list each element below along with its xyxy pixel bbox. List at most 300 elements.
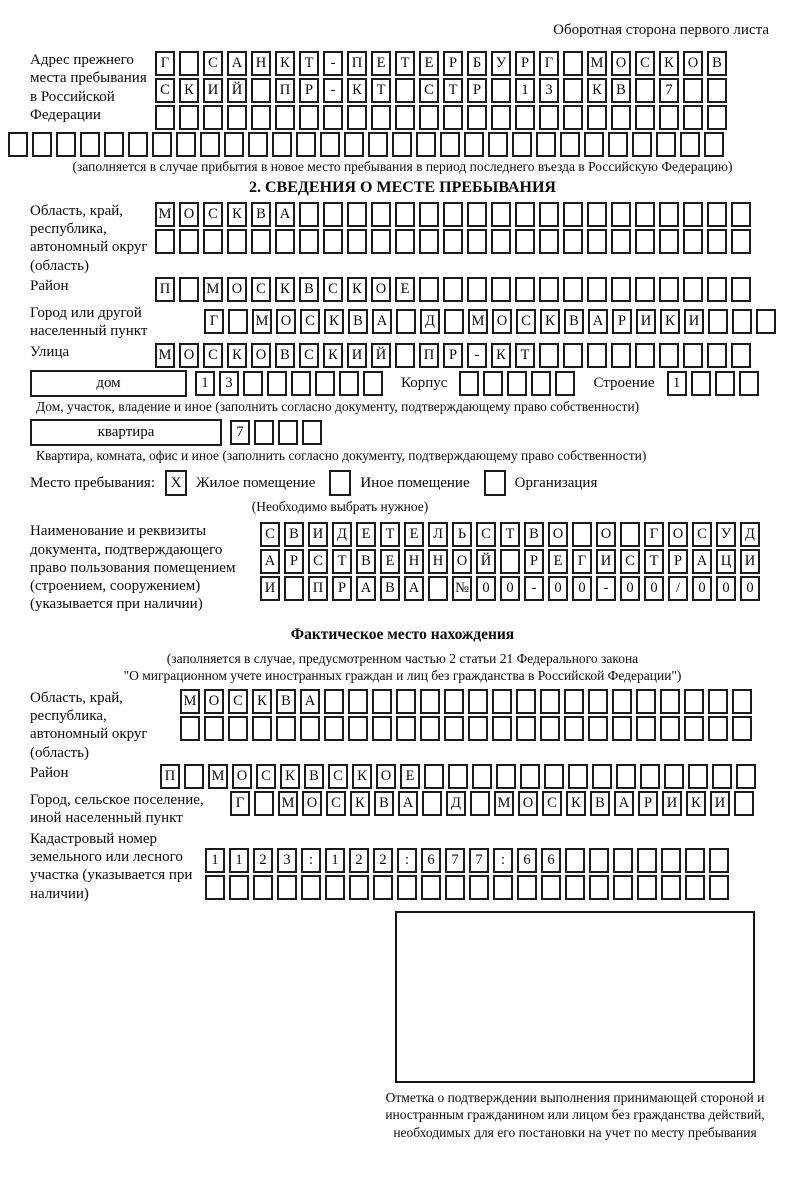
char-box[interactable]: К: [660, 309, 680, 334]
char-box[interactable]: :: [397, 848, 417, 873]
char-box[interactable]: 7: [445, 848, 465, 873]
char-box[interactable]: [691, 371, 711, 396]
char-box[interactable]: [731, 277, 751, 302]
char-box[interactable]: [472, 764, 492, 789]
char-box[interactable]: [254, 791, 274, 816]
char-box[interactable]: [395, 202, 415, 227]
char-box[interactable]: [179, 105, 199, 130]
char-box[interactable]: О: [376, 764, 396, 789]
char-box[interactable]: [684, 689, 704, 714]
char-box[interactable]: [275, 229, 295, 254]
char-box[interactable]: П: [419, 343, 439, 368]
char-box[interactable]: О: [371, 277, 391, 302]
char-box[interactable]: [420, 689, 440, 714]
char-box[interactable]: [224, 132, 244, 157]
char-box[interactable]: [445, 875, 465, 900]
char-box[interactable]: [539, 202, 559, 227]
char-box[interactable]: [155, 229, 175, 254]
char-box[interactable]: [563, 202, 583, 227]
char-box[interactable]: [444, 309, 464, 334]
char-box[interactable]: О: [596, 522, 616, 547]
char-box[interactable]: [251, 229, 271, 254]
char-box[interactable]: [491, 202, 511, 227]
char-box[interactable]: [707, 105, 727, 130]
char-box[interactable]: [488, 132, 508, 157]
char-box[interactable]: Е: [380, 549, 400, 574]
char-box[interactable]: [324, 716, 344, 741]
char-box[interactable]: Р: [668, 549, 688, 574]
char-box[interactable]: 1: [325, 848, 345, 873]
char-box[interactable]: А: [404, 576, 424, 601]
char-box[interactable]: И: [347, 343, 367, 368]
char-box[interactable]: Н: [404, 549, 424, 574]
char-box[interactable]: [683, 277, 703, 302]
char-box[interactable]: [732, 689, 752, 714]
char-box[interactable]: [612, 716, 632, 741]
char-box[interactable]: Е: [356, 522, 376, 547]
char-box[interactable]: [347, 229, 367, 254]
char-box[interactable]: [520, 764, 540, 789]
char-box[interactable]: С: [620, 549, 640, 574]
char-box[interactable]: [464, 132, 484, 157]
char-box[interactable]: :: [301, 848, 321, 873]
char-box[interactable]: [252, 716, 272, 741]
char-box[interactable]: [243, 371, 263, 396]
char-box[interactable]: [444, 689, 464, 714]
char-box[interactable]: А: [372, 309, 392, 334]
char-box[interactable]: М: [180, 689, 200, 714]
char-box[interactable]: [565, 848, 585, 873]
char-box[interactable]: Т: [644, 549, 664, 574]
char-box[interactable]: [635, 105, 655, 130]
char-box[interactable]: [516, 716, 536, 741]
char-box[interactable]: [659, 277, 679, 302]
char-box[interactable]: О: [518, 791, 538, 816]
char-box[interactable]: -: [323, 78, 343, 103]
char-box[interactable]: [275, 105, 295, 130]
char-box[interactable]: [204, 716, 224, 741]
char-box[interactable]: [704, 132, 724, 157]
char-box[interactable]: [660, 689, 680, 714]
char-box[interactable]: [396, 689, 416, 714]
char-box[interactable]: Г: [204, 309, 224, 334]
char-box[interactable]: [205, 875, 225, 900]
char-box[interactable]: В: [299, 277, 319, 302]
char-box[interactable]: А: [692, 549, 712, 574]
char-box[interactable]: -: [467, 343, 487, 368]
char-box[interactable]: [320, 132, 340, 157]
char-box[interactable]: К: [280, 764, 300, 789]
char-box[interactable]: [612, 689, 632, 714]
char-box[interactable]: О: [232, 764, 252, 789]
char-box[interactable]: [496, 764, 516, 789]
char-box[interactable]: 7: [659, 78, 679, 103]
char-box[interactable]: [637, 875, 657, 900]
char-box[interactable]: [229, 875, 249, 900]
char-box[interactable]: [467, 229, 487, 254]
char-box[interactable]: [339, 371, 359, 396]
char-box[interactable]: [349, 875, 369, 900]
char-box[interactable]: :: [493, 848, 513, 873]
char-box[interactable]: 6: [517, 848, 537, 873]
char-box[interactable]: [228, 309, 248, 334]
char-box[interactable]: [348, 689, 368, 714]
char-box[interactable]: 1: [515, 78, 535, 103]
char-box[interactable]: [708, 309, 728, 334]
char-box[interactable]: [515, 229, 535, 254]
char-box[interactable]: [592, 764, 612, 789]
char-box[interactable]: [732, 309, 752, 334]
char-box[interactable]: [155, 105, 175, 130]
char-box[interactable]: Ь: [452, 522, 472, 547]
char-box[interactable]: [685, 875, 705, 900]
char-box[interactable]: [32, 132, 52, 157]
char-box[interactable]: [428, 576, 448, 601]
char-box[interactable]: [371, 202, 391, 227]
char-box[interactable]: [323, 229, 343, 254]
char-box[interactable]: [540, 689, 560, 714]
char-box[interactable]: Е: [548, 549, 568, 574]
char-box[interactable]: 0: [692, 576, 712, 601]
char-box[interactable]: [416, 132, 436, 157]
char-box[interactable]: [483, 371, 503, 396]
char-box[interactable]: [659, 105, 679, 130]
char-box[interactable]: И: [260, 576, 280, 601]
char-box[interactable]: [395, 105, 415, 130]
char-box[interactable]: К: [275, 51, 295, 76]
char-box[interactable]: [254, 420, 274, 445]
char-box[interactable]: С: [516, 309, 536, 334]
char-box[interactable]: [512, 132, 532, 157]
char-box[interactable]: К: [659, 51, 679, 76]
char-box[interactable]: [277, 875, 297, 900]
char-box[interactable]: [656, 132, 676, 157]
char-box[interactable]: [443, 229, 463, 254]
char-box[interactable]: К: [491, 343, 511, 368]
char-box[interactable]: 1: [205, 848, 225, 873]
char-box[interactable]: [540, 716, 560, 741]
char-box[interactable]: Р: [299, 78, 319, 103]
char-box[interactable]: К: [352, 764, 372, 789]
char-box[interactable]: [491, 78, 511, 103]
char-box[interactable]: [371, 229, 391, 254]
char-box[interactable]: В: [251, 202, 271, 227]
char-box[interactable]: [731, 343, 751, 368]
char-box[interactable]: Н: [428, 549, 448, 574]
char-box[interactable]: [613, 848, 633, 873]
char-box[interactable]: -: [524, 576, 544, 601]
char-box[interactable]: [291, 371, 311, 396]
char-box[interactable]: М: [278, 791, 298, 816]
char-box[interactable]: К: [227, 343, 247, 368]
char-box[interactable]: [467, 105, 487, 130]
char-box[interactable]: [419, 202, 439, 227]
char-box[interactable]: К: [540, 309, 560, 334]
char-box[interactable]: К: [179, 78, 199, 103]
char-box[interactable]: [203, 105, 223, 130]
char-box[interactable]: [680, 132, 700, 157]
char-box[interactable]: 0: [716, 576, 736, 601]
char-box[interactable]: [315, 371, 335, 396]
char-box[interactable]: А: [356, 576, 376, 601]
char-box[interactable]: О: [179, 202, 199, 227]
char-box[interactable]: [683, 202, 703, 227]
char-box[interactable]: [608, 132, 628, 157]
char-box[interactable]: [397, 875, 417, 900]
char-box[interactable]: К: [324, 309, 344, 334]
char-box[interactable]: М: [203, 277, 223, 302]
char-box[interactable]: К: [566, 791, 586, 816]
char-box[interactable]: [272, 132, 292, 157]
char-box[interactable]: [707, 343, 727, 368]
char-box[interactable]: [661, 875, 681, 900]
char-box[interactable]: [635, 229, 655, 254]
char-box[interactable]: [491, 229, 511, 254]
char-box[interactable]: М: [252, 309, 272, 334]
char-box[interactable]: [589, 875, 609, 900]
char-box[interactable]: А: [614, 791, 634, 816]
char-box[interactable]: [347, 105, 367, 130]
char-box[interactable]: В: [348, 309, 368, 334]
char-box[interactable]: А: [275, 202, 295, 227]
char-box[interactable]: [8, 132, 28, 157]
char-box[interactable]: Т: [371, 78, 391, 103]
char-box[interactable]: В: [374, 791, 394, 816]
char-box[interactable]: [563, 277, 583, 302]
char-box[interactable]: [368, 132, 388, 157]
char-box[interactable]: Ц: [716, 549, 736, 574]
char-box[interactable]: К: [275, 277, 295, 302]
char-box[interactable]: С: [328, 764, 348, 789]
char-box[interactable]: В: [611, 78, 631, 103]
char-box[interactable]: [179, 277, 199, 302]
char-box[interactable]: 0: [644, 576, 664, 601]
char-box[interactable]: [470, 791, 490, 816]
char-box[interactable]: [636, 689, 656, 714]
char-box[interactable]: [708, 716, 728, 741]
char-box[interactable]: Б: [467, 51, 487, 76]
char-box[interactable]: [347, 202, 367, 227]
char-box[interactable]: [544, 764, 564, 789]
char-box[interactable]: М: [587, 51, 607, 76]
char-box[interactable]: [253, 875, 273, 900]
char-box[interactable]: [227, 105, 247, 130]
char-box[interactable]: С: [419, 78, 439, 103]
char-box[interactable]: [179, 229, 199, 254]
char-box[interactable]: О: [452, 549, 472, 574]
residence-checkbox-inoe[interactable]: [329, 470, 351, 496]
char-box[interactable]: Й: [371, 343, 391, 368]
char-box[interactable]: [180, 716, 200, 741]
char-box[interactable]: О: [668, 522, 688, 547]
char-box[interactable]: [635, 202, 655, 227]
char-box[interactable]: [736, 764, 756, 789]
char-box[interactable]: [635, 277, 655, 302]
char-box[interactable]: 1: [195, 371, 215, 396]
char-box[interactable]: [248, 132, 268, 157]
char-box[interactable]: [664, 764, 684, 789]
char-box[interactable]: 0: [500, 576, 520, 601]
char-box[interactable]: Л: [428, 522, 448, 547]
char-box[interactable]: О: [204, 689, 224, 714]
char-box[interactable]: С: [476, 522, 496, 547]
char-box[interactable]: /: [668, 576, 688, 601]
char-box[interactable]: О: [302, 791, 322, 816]
char-box[interactable]: [420, 716, 440, 741]
char-box[interactable]: [267, 371, 287, 396]
char-box[interactable]: В: [707, 51, 727, 76]
char-box[interactable]: [492, 716, 512, 741]
char-box[interactable]: И: [740, 549, 760, 574]
char-box[interactable]: Р: [284, 549, 304, 574]
char-box[interactable]: [709, 875, 729, 900]
char-box[interactable]: 0: [740, 576, 760, 601]
char-box[interactable]: [613, 875, 633, 900]
char-box[interactable]: И: [636, 309, 656, 334]
char-box[interactable]: [732, 716, 752, 741]
char-box[interactable]: К: [227, 202, 247, 227]
char-box[interactable]: [611, 343, 631, 368]
char-box[interactable]: П: [275, 78, 295, 103]
char-box[interactable]: [152, 132, 172, 157]
char-box[interactable]: Д: [420, 309, 440, 334]
char-box[interactable]: Й: [227, 78, 247, 103]
char-box[interactable]: 0: [620, 576, 640, 601]
char-box[interactable]: [688, 764, 708, 789]
char-box[interactable]: А: [398, 791, 418, 816]
char-box[interactable]: Е: [371, 51, 391, 76]
char-box[interactable]: [422, 791, 442, 816]
char-box[interactable]: К: [686, 791, 706, 816]
char-box[interactable]: И: [684, 309, 704, 334]
char-box[interactable]: Й: [476, 549, 496, 574]
char-box[interactable]: [564, 716, 584, 741]
char-box[interactable]: [395, 229, 415, 254]
char-box[interactable]: [632, 132, 652, 157]
char-box[interactable]: П: [308, 576, 328, 601]
char-box[interactable]: [611, 202, 631, 227]
char-box[interactable]: Р: [612, 309, 632, 334]
char-box[interactable]: [419, 229, 439, 254]
char-box[interactable]: [539, 277, 559, 302]
char-box[interactable]: С: [308, 549, 328, 574]
char-box[interactable]: [395, 343, 415, 368]
char-box[interactable]: [568, 764, 588, 789]
char-box[interactable]: К: [587, 78, 607, 103]
char-box[interactable]: [302, 420, 322, 445]
char-box[interactable]: М: [155, 343, 175, 368]
char-box[interactable]: [468, 716, 488, 741]
char-box[interactable]: Р: [524, 549, 544, 574]
char-box[interactable]: [584, 132, 604, 157]
char-box[interactable]: О: [227, 277, 247, 302]
char-box[interactable]: К: [347, 78, 367, 103]
char-box[interactable]: [587, 202, 607, 227]
char-box[interactable]: [459, 371, 479, 396]
char-box[interactable]: Н: [251, 51, 271, 76]
char-box[interactable]: [251, 105, 271, 130]
char-box[interactable]: [468, 689, 488, 714]
char-box[interactable]: С: [692, 522, 712, 547]
char-box[interactable]: [709, 848, 729, 873]
char-box[interactable]: [563, 78, 583, 103]
char-box[interactable]: [324, 689, 344, 714]
char-box[interactable]: [371, 105, 391, 130]
char-box[interactable]: [228, 716, 248, 741]
char-box[interactable]: 0: [572, 576, 592, 601]
char-box[interactable]: П: [347, 51, 367, 76]
char-box[interactable]: Г: [155, 51, 175, 76]
char-box[interactable]: М: [494, 791, 514, 816]
char-box[interactable]: [712, 764, 732, 789]
char-box[interactable]: [683, 78, 703, 103]
char-box[interactable]: [491, 277, 511, 302]
char-box[interactable]: [227, 229, 247, 254]
char-box[interactable]: [555, 371, 575, 396]
char-box[interactable]: Е: [395, 277, 415, 302]
char-box[interactable]: [587, 105, 607, 130]
char-box[interactable]: [517, 875, 537, 900]
char-box[interactable]: Р: [638, 791, 658, 816]
char-box[interactable]: [715, 371, 735, 396]
char-box[interactable]: [284, 576, 304, 601]
char-box[interactable]: [203, 229, 223, 254]
char-box[interactable]: Г: [539, 51, 559, 76]
char-box[interactable]: [467, 277, 487, 302]
char-box[interactable]: [440, 132, 460, 157]
char-box[interactable]: Р: [443, 51, 463, 76]
char-box[interactable]: [492, 689, 512, 714]
char-box[interactable]: [443, 202, 463, 227]
char-box[interactable]: Т: [332, 549, 352, 574]
char-box[interactable]: О: [276, 309, 296, 334]
char-box[interactable]: [587, 343, 607, 368]
char-box[interactable]: Е: [400, 764, 420, 789]
char-box[interactable]: Т: [515, 343, 535, 368]
char-box[interactable]: [683, 105, 703, 130]
char-box[interactable]: И: [308, 522, 328, 547]
char-box[interactable]: [685, 848, 705, 873]
char-box[interactable]: В: [380, 576, 400, 601]
char-box[interactable]: [104, 132, 124, 157]
char-box[interactable]: [560, 132, 580, 157]
char-box[interactable]: Г: [572, 549, 592, 574]
char-box[interactable]: [348, 716, 368, 741]
char-box[interactable]: А: [300, 689, 320, 714]
char-box[interactable]: Д: [446, 791, 466, 816]
char-box[interactable]: [443, 277, 463, 302]
char-box[interactable]: [344, 132, 364, 157]
char-box[interactable]: О: [611, 51, 631, 76]
char-box[interactable]: О: [548, 522, 568, 547]
char-box[interactable]: [278, 420, 298, 445]
char-box[interactable]: [299, 202, 319, 227]
char-box[interactable]: С: [635, 51, 655, 76]
char-box[interactable]: [611, 277, 631, 302]
char-box[interactable]: [300, 716, 320, 741]
char-box[interactable]: А: [227, 51, 247, 76]
char-box[interactable]: У: [491, 51, 511, 76]
char-box[interactable]: [301, 875, 321, 900]
char-box[interactable]: С: [300, 309, 320, 334]
char-box[interactable]: 0: [476, 576, 496, 601]
char-box[interactable]: [588, 689, 608, 714]
char-box[interactable]: [419, 277, 439, 302]
char-box[interactable]: Р: [443, 343, 463, 368]
char-box[interactable]: К: [350, 791, 370, 816]
char-box[interactable]: С: [256, 764, 276, 789]
char-box[interactable]: [707, 229, 727, 254]
